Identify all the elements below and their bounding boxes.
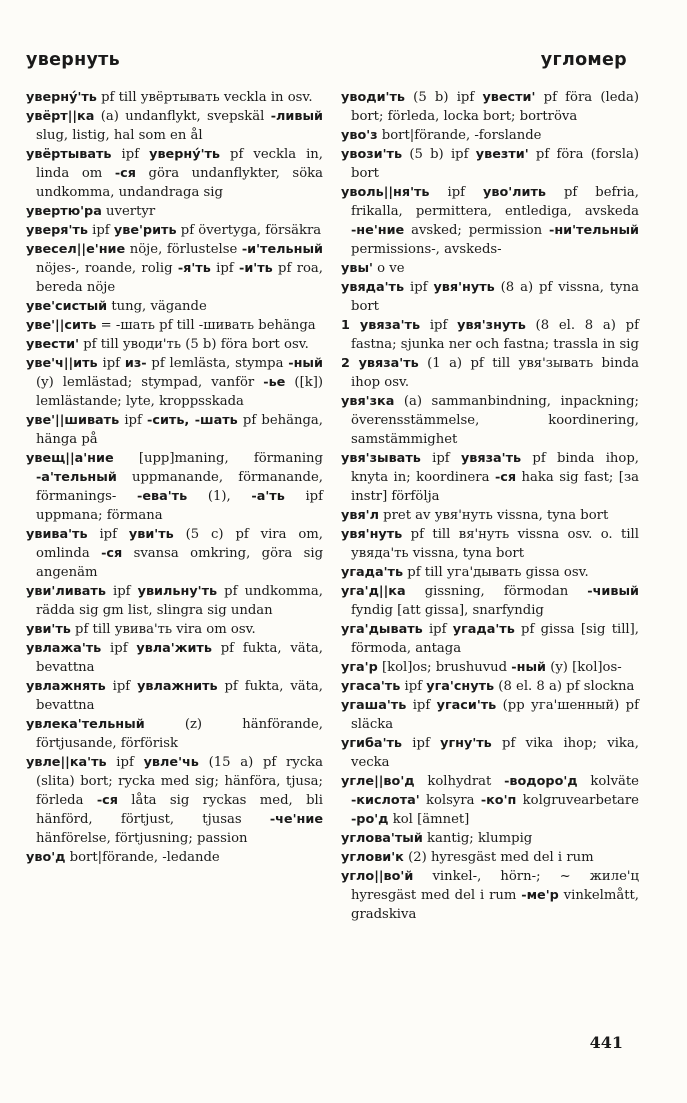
headword: угада'ть (452, 622, 515, 637)
dictionary-entry (26, 335, 323, 354)
headword: увы' (341, 261, 373, 276)
definition-text: uvertyr (101, 204, 156, 219)
definition-text: ipf (119, 413, 148, 428)
headword: угиба'ть (341, 736, 402, 751)
definition-text: (5 b) ipf (402, 147, 476, 162)
dictionary-entry (26, 354, 323, 411)
headword: уви'ть (26, 622, 71, 637)
definition-text: haka sig fast; [за instr] förfölja (351, 470, 639, 504)
running-head-right: угломер (540, 50, 627, 70)
headword: -ни'тельный (549, 223, 639, 238)
dictionary-entry (26, 221, 323, 240)
definition-text: bort|förande, -forslande (377, 128, 542, 143)
definition-text: kolväte (577, 774, 639, 789)
definition-text: pf befria, frikalla, permittera, entlediga, avskeda (351, 185, 639, 219)
headword: увя'знуть (457, 318, 526, 333)
headword: уве'систый (26, 299, 108, 314)
dictionary-entry (341, 449, 639, 506)
definition-text: tung, vägande (107, 299, 207, 314)
headword: увле||ка'ть (26, 755, 107, 770)
definition-text: (z) hänförande, förtjusande, förförisk (36, 717, 323, 751)
dictionary-entry (341, 620, 639, 658)
definition-text: pf vika ihop; vika, vecka (351, 736, 639, 770)
definition-text: (2) hyresgäst med del i rum (403, 850, 594, 865)
headword: из- (124, 356, 147, 371)
headword: увернý'ть (149, 147, 220, 162)
headword: увяда'ть (341, 280, 405, 295)
definition-text: låta sig ryckas med, bli hänförd, förtjust, tjusas (36, 793, 323, 827)
headword: увле'чь (143, 755, 199, 770)
definition-text: gissning, förmodan (405, 584, 588, 599)
headword: увёрт||ка (26, 109, 95, 124)
definition-text: ipf (422, 622, 453, 637)
dictionary-entry (26, 848, 323, 867)
definition-text: ipf (406, 698, 437, 713)
headword: уви'ть (128, 527, 174, 542)
definition-text: pf föra (forsla) bort (351, 147, 639, 181)
headword: угло||во'й (341, 869, 414, 884)
definition-text: göra undanflykter, söka undkomma, undandraga sig (36, 166, 323, 200)
headword: -ме'р (521, 888, 559, 903)
headword: уверя'ть (26, 223, 88, 238)
dictionary-entry (341, 658, 639, 677)
definition-text: (a) sammanbindning, inpackning; överensstämmelse, koordinering, samstämmighet (351, 394, 639, 447)
dictionary-entry (26, 620, 323, 639)
dictionary-entry (26, 240, 323, 297)
dictionary-entry (26, 88, 323, 107)
definition-text: ipf (97, 356, 125, 371)
definition-text: pf till уга'дывать gissa osv. (403, 565, 589, 580)
headword: увя'нуть (433, 280, 495, 295)
definition-text: pf föra (leda) bort; förleda, locka bort; bortröva (351, 90, 639, 124)
definition-text: ipf (429, 185, 484, 200)
headword: -ко'п (480, 793, 517, 808)
definition-text: kantig; klumpig (422, 831, 533, 846)
definition-text: permissions-, avskeds- (351, 242, 502, 257)
definition-text: (8 el. 8 a) pf fastna; sjunka ner och fastna; trassla in sig (351, 318, 639, 352)
definition-text: kol [ämnet] (388, 812, 470, 827)
headword: увя'нуть (341, 527, 403, 542)
headword: -не'ние (351, 223, 405, 238)
headword: уга'снуть (426, 679, 495, 694)
headword: -ро'д (351, 812, 389, 827)
headword: увести' (482, 90, 536, 105)
definition-text: ipf (87, 527, 129, 542)
dictionary-entry (26, 297, 323, 316)
definition-text: (y) lemlästad; stympad, vanför (36, 375, 264, 390)
dictionary-entry (26, 449, 323, 525)
headword: угаса'ть (341, 679, 401, 694)
definition-text: pf binda ihop, knyta in; koordinera (351, 451, 639, 485)
dictionary-entry (341, 183, 639, 259)
headword: увлажнять (26, 679, 106, 694)
headword: -ливый (270, 109, 323, 124)
headword: увлажнить (137, 679, 218, 694)
right-column (341, 88, 639, 924)
dictionary-entry (341, 677, 639, 696)
headword: увертю'ра (26, 204, 102, 219)
definition-text: pf lemlästa, stympa (146, 356, 289, 371)
headword: увя'зывать (341, 451, 421, 466)
definition-text: (8 el. 8 a) pf slockna (494, 679, 635, 694)
dictionary-entry (341, 278, 639, 316)
headword: -ся (494, 470, 517, 485)
definition-text: kolgruvearbetare (516, 793, 639, 808)
dictionary-entry (341, 829, 639, 848)
headword: увёртывать (26, 147, 112, 162)
definition-text: svansa omkring, göra sig angenäm (36, 546, 324, 580)
dictionary-entry (341, 145, 639, 183)
dictionary-entry (26, 316, 323, 335)
dictionary-entry (26, 715, 323, 753)
dictionary-entry (341, 506, 639, 525)
definition-text: hänförelse, förtjusning; passion (36, 831, 248, 846)
headword: -я'ть (177, 261, 211, 276)
left-column (26, 88, 323, 867)
headword: уга'д||ка (341, 584, 406, 599)
headword: увя'зка (341, 394, 395, 409)
headword: -ье (263, 375, 286, 390)
definition-text: ([k]) lemlästande; lyte, kroppsskada (36, 375, 324, 409)
headword: увильну'ть (137, 584, 218, 599)
definition-text: pf roa, bereda nöje (36, 261, 323, 295)
definition-text: pf till вя'нуть vissna osv. o. till увяда'ть vissna, tyna bort (351, 527, 639, 561)
dictionary-entry (341, 563, 639, 582)
definition-text: (pp уга'шенный) pf släcka (351, 698, 639, 732)
headword: -водоро'д (504, 774, 578, 789)
headword: угада'ть (341, 565, 404, 580)
headword: уводи'ть (341, 90, 405, 105)
definition-text: pf till увёртывать veckla in osv. (96, 90, 313, 105)
dictionary-entry (341, 772, 639, 829)
dictionary-entry (341, 259, 639, 278)
headword: увесел||е'ние (26, 242, 126, 257)
dictionary-entry (341, 354, 639, 392)
definition-text: ipf (210, 261, 240, 276)
definition-text: (a) undanflykt, svepskäl (94, 109, 271, 124)
headword: 2 увяза'ть (341, 356, 419, 371)
definition-text: fyndig [att gissa], snarfyndig (351, 603, 544, 618)
definition-text: pf fukta, väta, bevattna (36, 641, 323, 675)
headword: уво'д (26, 850, 66, 865)
headword: увезти' (475, 147, 529, 162)
headword: увести' (26, 337, 80, 352)
definition-text: ipf (101, 641, 137, 656)
definition-text: nöjes-, roande, rolig (36, 261, 178, 276)
headword: угле||во'д (341, 774, 415, 789)
headword: -ся (101, 546, 123, 561)
dictionary-entry (26, 677, 323, 715)
dictionary-entry (341, 88, 639, 126)
headword: -и'тельный (241, 242, 323, 257)
definition-text: ipf (404, 280, 434, 295)
definition-text: pf övertyga, försäkra (176, 223, 322, 238)
dictionary-entry (341, 582, 639, 620)
headword: 1 увяза'ть (341, 318, 421, 333)
definition-text: ipf (400, 679, 427, 694)
dictionary-entry (26, 411, 323, 449)
definition-text: (15 a) pf rycka (slita) bort; rycka med sig; hänföra, tjusa; förleda (36, 755, 323, 808)
headword: увяза'ть (460, 451, 522, 466)
dictionary-entry (26, 525, 323, 582)
definition-text: uppmanande, förmanande, förmanings- (36, 470, 323, 504)
dictionary-entry (341, 392, 639, 449)
headword: -и'ть (239, 261, 273, 276)
headword: уви'ливать (26, 584, 106, 599)
definition-text: kolhydrat (414, 774, 505, 789)
dictionary-entry (26, 145, 323, 202)
headword: увещ||а'ние (26, 451, 114, 466)
dictionary-entry (341, 696, 639, 734)
headword: -ся (114, 166, 136, 181)
headword: уво'лить (483, 185, 547, 200)
headword: -ева'ть (137, 489, 188, 504)
headword: -ный (288, 356, 323, 371)
definition-text: pf fukta, väta, bevattna (36, 679, 323, 713)
dictionary-entry (26, 582, 323, 620)
definition-text: pf till уводи'ть (5 b) föra bort osv. (79, 337, 309, 352)
definition-text: (y) [kol]os- (546, 660, 622, 675)
headword: увива'ть (26, 527, 88, 542)
dictionary-entry (341, 867, 639, 924)
headword: углова'тый (341, 831, 423, 846)
headword: -а'тельный (36, 470, 117, 485)
definition-text: ipf uppmana; förmana (36, 489, 323, 523)
definition-text: [upp]maning, förmaning (113, 451, 323, 466)
headword: угну'ть (440, 736, 492, 751)
definition-text: ipf (105, 679, 138, 694)
headword: -ный (511, 660, 546, 675)
dictionary-entry (26, 202, 323, 221)
headword: -че'ние (269, 812, 323, 827)
headword: увернý'ть (26, 90, 97, 105)
headword: угаси'ть (436, 698, 497, 713)
definition-text: vinkel-, hörn-; ~ жиле'ц hyresgäst med del i rum (351, 869, 639, 903)
definition-text: ipf (420, 451, 461, 466)
headword: -ся (96, 793, 118, 808)
definition-text: avsked; permission (404, 223, 550, 238)
headword: уве'ч||ить (26, 356, 98, 371)
dictionary-entry (341, 126, 639, 145)
dictionary-entry (26, 107, 323, 145)
headword: -чивый (587, 584, 639, 599)
definition-text: (1), (187, 489, 252, 504)
headword: угаша'ть (341, 698, 407, 713)
definition-text: = -шать pf till -шивать behänga (96, 318, 316, 333)
dictionary-entry (341, 848, 639, 867)
page-number: 441 (589, 1033, 623, 1052)
definition-text: [kol]os; brushuvud (377, 660, 512, 675)
definition-text: vinkelmått, gradskiva (351, 888, 639, 922)
headword: -а'ть (251, 489, 285, 504)
definition-text: ipf (111, 147, 150, 162)
headword: уве'||сить (26, 318, 97, 333)
definition-text: slug, listig, hal som en ål (36, 128, 203, 143)
dictionary-entry (341, 525, 639, 563)
definition-text: ipf (402, 736, 441, 751)
definition-text: ipf (106, 755, 144, 770)
definition-text: pf undkomma, rädda sig gm list, slingra sig undan (36, 584, 323, 618)
headword: уволь||ня'ть (341, 185, 430, 200)
definition-text: pf veckla in, linda om (36, 147, 323, 181)
definition-text: bort|förande, -ledande (65, 850, 220, 865)
running-head-left: увернуть (26, 50, 120, 70)
headword: уве'рить (113, 223, 177, 238)
headword: -кислота' (351, 793, 420, 808)
definition-text: ipf (105, 584, 138, 599)
dictionary-entry (26, 753, 323, 848)
definition-text: (5 c) pf vira om, omlinda (36, 527, 323, 561)
definition-text: pf gissa [sig till], förmoda, antaga (351, 622, 639, 656)
definition-text: (8 a) pf vissna, tyna bort (351, 280, 639, 314)
definition-text: kolsyra (419, 793, 481, 808)
definition-text: ipf (420, 318, 458, 333)
definition-text: pf till увива'ть vira om osv. (70, 622, 256, 637)
headword: увлажа'ть (26, 641, 102, 656)
headword: уве'||шивать (26, 413, 120, 428)
definition-text: (1 a) pf till увя'зывать binda ihop osv. (351, 356, 639, 390)
definition-text: ipf (87, 223, 114, 238)
headword: увла'жить (136, 641, 212, 656)
headword: -сить, -шать (147, 413, 238, 428)
dictionary-entry (26, 639, 323, 677)
definition-text: pret av увя'нуть vissna, tyna bort (378, 508, 609, 523)
headword: увлека'тельный (26, 717, 145, 732)
dictionary-entry (341, 734, 639, 772)
definition-text: o ve (372, 261, 405, 276)
headword: уга'дывать (341, 622, 423, 637)
definition-text: pf behänga, hänga på (36, 413, 323, 447)
headword: увози'ть (341, 147, 403, 162)
headword: увя'л (341, 508, 379, 523)
headword: углови'к (341, 850, 404, 865)
definition-text: nöje, förlustelse (125, 242, 242, 257)
headword: уга'р (341, 660, 378, 675)
dictionary-entry (341, 316, 639, 354)
headword: уво'з (341, 128, 378, 143)
definition-text: (5 b) ipf (404, 90, 483, 105)
